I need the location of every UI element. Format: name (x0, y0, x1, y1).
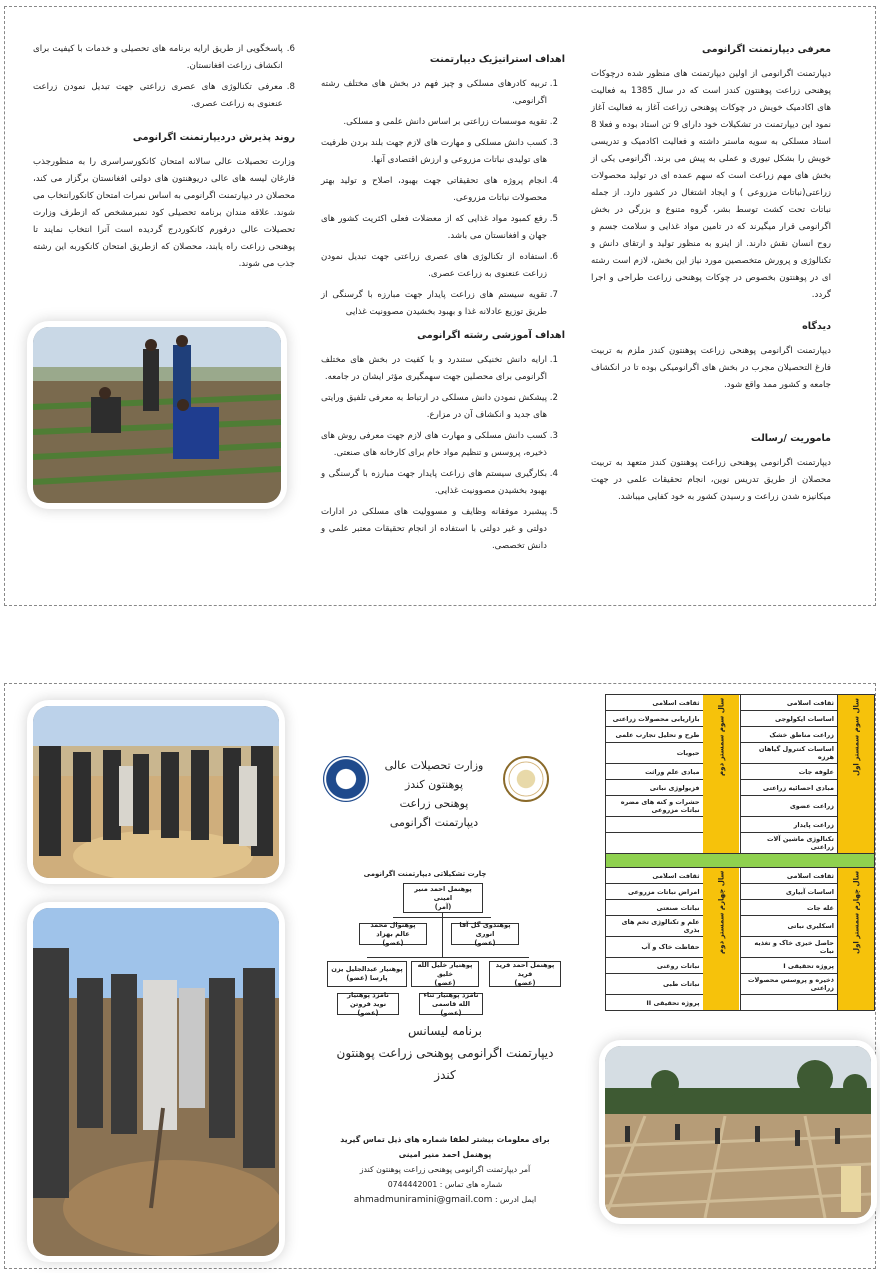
curriculum-row (606, 916, 875, 937)
course-cell: اساسات کنترول گیاهان هرزه (740, 743, 837, 764)
curriculum-row (606, 974, 875, 995)
course-cell: ثقافت اسلامی (606, 695, 704, 711)
curriculum-row (606, 764, 875, 780)
course-cell: علوفه جات (740, 764, 837, 780)
org-head-box (403, 883, 483, 913)
contact-email-label: ایمل ادرس : (494, 1195, 537, 1204)
org-member-role: (عضو) (440, 1008, 462, 1017)
org-member-box (451, 920, 519, 947)
course-cell: نباتات روغنی (606, 958, 704, 974)
course-cell (740, 995, 837, 1011)
field-visit-photo (33, 327, 281, 503)
contact-role: آمر دیپارتمنت اگرانومی پوهنحی زراعت پوهنتون کندز (359, 1165, 531, 1174)
org-connector (442, 913, 443, 957)
item-text: معرفی تکنالوژی های عصری زراعتی جهت تبدیل نمودن زراعت عنعنوی به زراعت عصری. (33, 82, 283, 109)
course-cell: حبوبات (606, 743, 704, 764)
curriculum-row (606, 868, 875, 884)
course-cell: اساسات ایکولوجی (740, 711, 837, 727)
ceremony-photo-illustration (33, 908, 279, 1256)
university-seal-icon (323, 756, 369, 802)
brochure-cover-page (4, 683, 876, 1269)
org-connector (393, 917, 491, 918)
org-member-name: پوهنمل احمد فرید فرید (495, 960, 555, 978)
item-number: 8. (286, 82, 295, 92)
semester-label: سال سوم سمستر اول (838, 695, 875, 854)
vision-body: دیپارتمنت اگرانومی پوهنحی زراعت پوهنتون کندز ملزم به تربیت فارغ التحصیلان مجرب در بخش های اگرانومیکی بوده تا در انکشاف جامعه و کشور ممد واقع شود. (591, 346, 831, 390)
department-name: دیپارتمنت اگرانومی (389, 816, 479, 829)
mission-body: دیپارتمنت اگرانومی پوهنحی زراعت پوهنتون کندز متعهد به تربیت محصلان از طریق تدریس نوین، انجام تحقیقات علمی در جهت میکانیزه شدن زراعت و رسیدن کشور به خود کفایی میباشد. (591, 458, 831, 502)
intro-column (591, 41, 831, 510)
goals-continued-item (33, 41, 295, 75)
course-cell (606, 817, 704, 833)
harvest-group-photo (33, 706, 279, 878)
org-member-name: پوهنیار خلیل الله خلیق (417, 960, 473, 978)
list-item: 3. کسب دانش مسلکی و مهارت های لازم جهت معرفی روش های ذخیره، پروسس و تنظیم مواد خام برای کارخانه های صنعتی. (321, 428, 547, 462)
strategic-goals-list (321, 76, 565, 321)
org-member-name: نامزد پوهنیار ثناء الله قاسمی (423, 990, 479, 1008)
field-photo-illustration (33, 327, 281, 503)
program-title: برنامه لیسانس (408, 1024, 482, 1038)
curriculum-row (606, 780, 875, 796)
course-cell: پروژه تحقیقی I (740, 958, 837, 974)
org-member-box (337, 990, 399, 1017)
harvest-photo-illustration (33, 706, 279, 878)
education-goals-list (321, 352, 565, 555)
org-member-role: (عضو) (434, 978, 456, 987)
course-cell: زراعت پایدار (740, 817, 837, 833)
mission-title: ماموریت /رسالت (751, 433, 831, 444)
course-cell: مبادی احصائیه زراعتی (740, 780, 837, 796)
course-cell: ثقافت اسلامی (740, 695, 837, 711)
org-member-box (419, 990, 483, 1017)
curriculum-row (606, 833, 875, 854)
plots-photo-illustration (605, 1046, 871, 1218)
org-member-name: پوهندوی گل آقا انوری (459, 920, 511, 938)
list-item: 2. تقویه موسسات زراعتی بر اساس دانش علمی و مسلکی. (321, 114, 547, 131)
org-member-name: نامزد پوهنیار نوید فروتن (347, 990, 389, 1008)
curriculum-row (606, 884, 875, 900)
list-item: 5. پیشبرد موفقانه وظایف و مسوولیت های مسلکی در ادارات دولتی و غیر دولتی با استفاده از انجام تحقیقات معتبر علمی و دانش تخصصی. (321, 504, 547, 555)
course-cell: نباتات طبی (606, 974, 704, 995)
course-cell: اساسات آبیاری (740, 884, 837, 900)
course-cell: زراعت عضوی (740, 796, 837, 817)
semester-label: سال چهارم سمستر دوم (703, 868, 740, 1011)
org-member-role: (عضو) (474, 938, 496, 947)
course-cell: فزیولوژی نباتی (606, 780, 704, 796)
program-title-block (325, 1020, 565, 1086)
curriculum-row (606, 727, 875, 743)
separator-cell (606, 854, 875, 868)
course-cell: ذخیره و پروسس محصولات زراعتی (740, 974, 837, 995)
admission-title: روند پذیرش دردیپارتمنت اگرانومی (132, 132, 295, 143)
curriculum-row (606, 958, 875, 974)
university-name: پوهنتون کندز (404, 778, 464, 791)
program-subtitle: دیپارتمنت اگرانومی پوهنحی زراعت پوهنتون (336, 1046, 554, 1060)
list-item: 5. رفع کمبود مواد غذایی که از معضلات فعلی اکثریت کشور های جهان و افغانستان می باشد. (321, 211, 547, 245)
contact-phone-label: شماره های تماس : (439, 1180, 503, 1189)
list-item: 7. تقویه سیستم های زراعت پایدار جهت مبارزه با گرسنگی از طریق توزیع عادلانه غذا و بهبود بخشیدن مصوونیت غذایی (321, 287, 547, 321)
contact-phone: 0744442001 (387, 1180, 438, 1189)
curriculum-table (605, 694, 875, 1011)
curriculum-separator (606, 854, 875, 868)
contact-email-row (329, 1192, 561, 1208)
course-cell: حفاظت خاک و آب (606, 937, 704, 958)
course-cell: طرح و تحلیل تجارب علمی (606, 727, 704, 743)
curriculum-row (606, 796, 875, 817)
vision-title: دیدگاه (802, 321, 831, 332)
program-subtitle: کندز (434, 1068, 456, 1082)
course-cell: ثقافت اسلامی (606, 868, 704, 884)
org-member-role: (عضو) (514, 978, 536, 987)
org-connector (367, 957, 529, 958)
course-cell: علم و تکنالوژی تخم های بذری (606, 916, 704, 937)
ministry-name: وزارت تحصیلات عالی (384, 759, 484, 772)
faculty-name: پوهنحی زراعت (399, 797, 469, 810)
org-member-role: (عضو) (382, 938, 404, 947)
contact-block (329, 1132, 561, 1208)
course-cell: اسکلیری نباتی (740, 916, 837, 937)
list-item: 2. پیشکش نمودن دانش مسلکی در ارتباط به معرفی تلفیق ورایتی های جدید و انکشاف آن در مزارع. (321, 390, 547, 424)
goals-continued-item (33, 79, 295, 113)
list-item: 4. انجام پروژه های تحقیقاتی جهت بهبود، اصلاح و تولید بهتر محصولات نباتات مزروعی. (321, 173, 547, 207)
intro-body: دیپارتمنت اگرانومی از اولین دیپارتمنت های منظور شده درچوکات پوهنحی زراعت پوهنتون کندز است که در سال 1385 به فعالیت های اکادمیک خویش در چوکات پوهنحی زراعت آغاز به فعالیت آغاز نمود این دیپارتمنت در تشکیلات خود دارای 9 تن استاد بوده و فعلا 8 استاد مسلکی به سویه ماستر داشته و فعالیت اکادمیک و تدریسی خویش را بشکل تیوری و عملی به پیش می برند. اگرانومی یکی از بخش های مهم زراعت است که سهم عمده ای در تولید محصولات زراعتی(نباتات مزروعی ) و ایجاد اشتغال در کشور دارد. از جمله نباتات تحت کشت توسط بشر، گروه متنوع و بزرگی در بخش اگرانومی قرار میگیرند که در تامین مواد غذایی و سلامت جسم و روح انسان نقش دارند. از اینرو به منظور تولید و ارتقای دانش و تکنالوژی و پرورش متخصصین مورد نیاز این بخش، لازم است رشته ای در پوهنتون بخصوص در چوکات پوهنحی زراعت طراحی و اجرا گردد. (591, 69, 831, 300)
brochure-inner-page (4, 6, 876, 606)
org-member-box (327, 961, 407, 987)
cover-header (367, 756, 501, 832)
curriculum-row (606, 995, 875, 1011)
course-cell: ثقافت اسلامی (740, 868, 837, 884)
contact-intro: برای معلومات بیشتر لطفا شماره های ذیل تماس گیرید (340, 1135, 550, 1144)
course-cell: امراض نباتات مزروعی (606, 884, 704, 900)
list-item: 1. تربیه کادرهای مسلکی و چیز فهم در بخش های مختلف رشته اگرانومی. (321, 76, 547, 110)
org-member-role: (عضو) (357, 1008, 379, 1017)
org-member-box (489, 961, 561, 987)
org-member-name: پوهنوال محمد عالم بهزاد (370, 920, 416, 938)
item-number: 6. (286, 44, 295, 54)
org-member-box (359, 920, 427, 947)
course-cell: بازاریابی محصولات زراعتی (606, 711, 704, 727)
org-chart-title: چارت تشکیلاتی دیپارتمنت اگرانومی (363, 870, 487, 878)
course-cell: نباتات صنعتی (606, 900, 704, 916)
list-item: 4. بکارگیری سیستم های زراعت پایدار جهت مبارزه با گرسنگی و بهبود بخشیدن مصوونیت غذایی. (321, 466, 547, 500)
strategic-goals-title: اهداف استراتیژیک دیپارتمنت (429, 54, 565, 65)
course-cell: مبادی علم وراثت (606, 764, 704, 780)
list-item: 6. استفاده از تکنالوژی های عصری زراعتی جهت تبدیل نمودن زراعت عنعنوی به زراعت عصری. (321, 249, 547, 283)
curriculum-row (606, 695, 875, 711)
curriculum-row (606, 900, 875, 916)
education-goals-title: اهداف آموزشی رشته اگرانومی (417, 330, 565, 341)
course-cell (606, 833, 704, 854)
semester-label: سال چهارم سمستر اول (838, 868, 875, 1011)
faculty-emblem-icon (503, 756, 549, 802)
contact-phone-row (329, 1177, 561, 1192)
admission-body: وزارت تحصیلات عالی سالانه امتحان کانکورسراسری را به منظورجذب فارغان لیسه های عالی دریوهنتون های دولتی افغانستان برگزار می کند، محصلان در دیپارتمنت اگرانومی به اساس نمرات امتحان کانکورانتخاب می شوند. علاقه مندان برنامه تحصیلی کود نمبرمشخص که ازطرف وزارت تحصیلات عالی درفورم کانکوردرج گردیده است آنرا انتخاب نمایند تا پوهنحی زراعت راه یابند، محصلان که ازطریق امتحان کانکوربه این رشته جذب می شوند. (33, 157, 295, 269)
curriculum-row (606, 817, 875, 833)
admission-column (33, 41, 295, 277)
field-plots-photo (605, 1046, 871, 1218)
org-head-name: پوهنمل احمد منیر امینی (414, 884, 472, 902)
course-cell: حاصل خیزی خاک و تغذیه نبات (740, 937, 837, 958)
course-cell: غله جات (740, 900, 837, 916)
course-cell: زراعت مناطق خشک (740, 727, 837, 743)
contact-email: ahmadmuniramini@gmail.com (353, 1195, 493, 1205)
ceremony-digging-photo (33, 908, 279, 1256)
curriculum-row (606, 937, 875, 958)
org-member-box (411, 961, 479, 987)
item-text: پاسخگویی از طریق ارایه برنامه های تحصیلی و خدمات با کیفیت برای انکشاف زراعت افغانستان. (33, 44, 283, 71)
contact-name: پوهنمل احمد منیر امینی (398, 1150, 492, 1159)
intro-title: معرفی دیپارتمنت اگرانومی (701, 44, 831, 55)
semester-label: سال سوم سمستر دوم (703, 695, 740, 854)
curriculum-row (606, 711, 875, 727)
goals-column (321, 51, 565, 559)
course-cell: پروژه تحقیقی II (606, 995, 704, 1011)
course-cell: حشرات و کنه های مضره نباتات مزروعی (606, 796, 704, 817)
curriculum-row (606, 743, 875, 764)
list-item: 1. ارایه دانش تخنیکی ستندرد و با کفیت در بخش های مختلف اگرانومی برای محصلین جهت سهمگیری مؤثر ایشان در جامعه. (321, 352, 547, 386)
org-head-role: (آمر) (434, 902, 452, 911)
list-item: 3. کسب دانش مسلکی و مهارت های لازم جهت بلند بردن ظرفیت های تولیدی نباتات مزروعی و ارزش اقتصادی آنها. (321, 135, 547, 169)
course-cell: تکنالوژی ماشین آلات زراعتی (740, 833, 837, 854)
org-member-name: پوهنیار عبدالجلیل یزن پارسا (عضو) (331, 965, 403, 982)
